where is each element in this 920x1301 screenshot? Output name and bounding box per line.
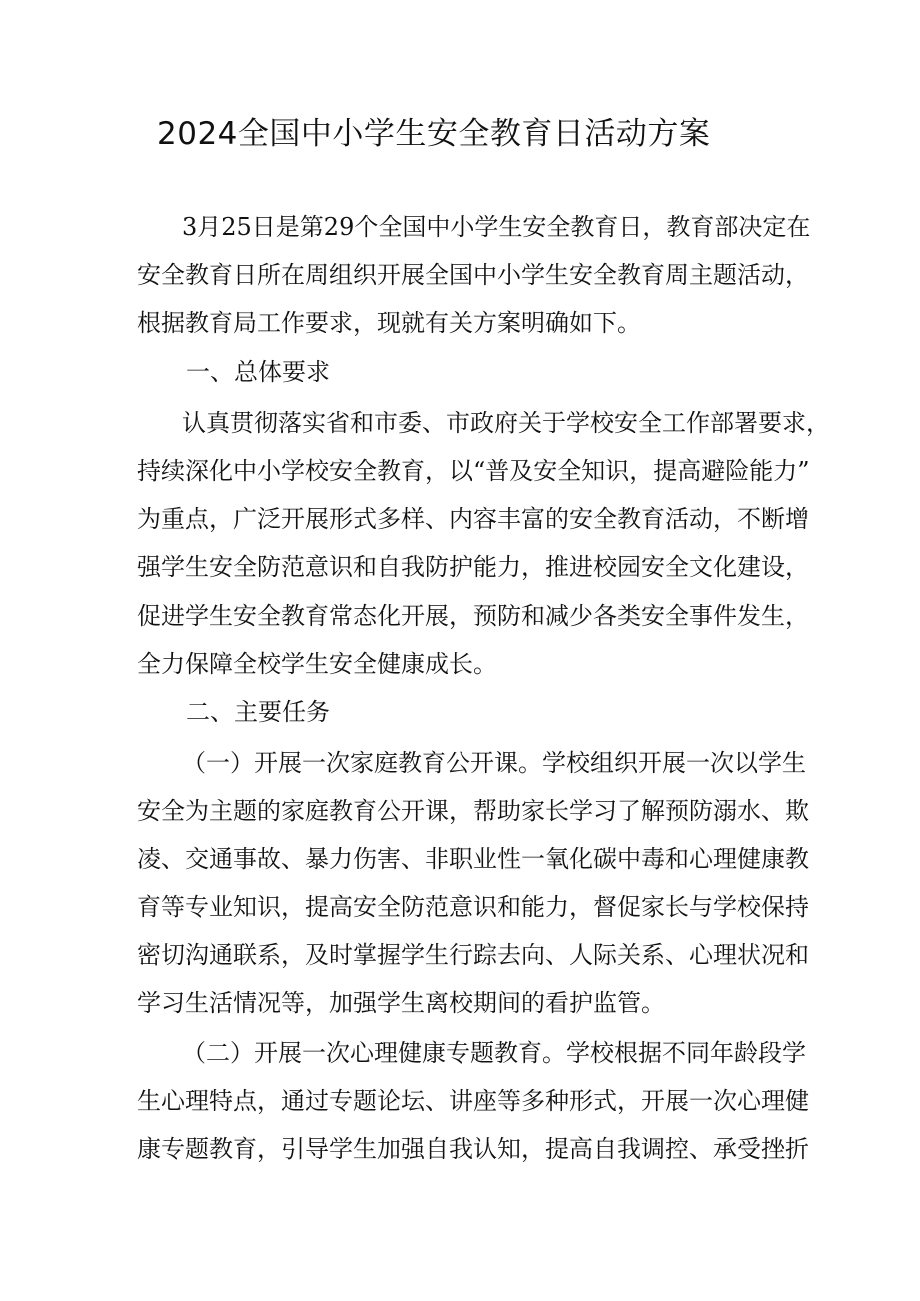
task2-line-1: （二）开展一次心理健康专题教育。学校根据不同年龄段学 [182, 1039, 806, 1067]
section1-line-3: 为重点，广泛开展形式多样、内容丰富的安全教育活动，不断增 [137, 505, 809, 533]
task1-line-2: 安全为主题的家庭教育公开课，帮助家长学习了解预防溺水、欺 [137, 797, 809, 825]
task1-line-3: 凌、交通事故、暴力伤害、非职业性一氧化碳中毒和心理健康教 [137, 845, 809, 873]
section1-line-2: 持续深化中小学校安全教育，以“普及安全知识，提高避险能力” [137, 457, 810, 485]
task2-line-2: 生心理特点，通过专题论坛、讲座等多种形式，开展一次心理健 [137, 1087, 809, 1115]
task1-line-5: 密切沟通联系，及时掌握学生行踪去向、人际关系、心理状况和 [137, 941, 809, 969]
section-heading-general-requirements: 一、总体要求 [186, 358, 330, 386]
intro-line-2: 安全教育日所在周组织开展全国中小学生安全教育周主题活动， [137, 261, 809, 289]
section1-line-4: 强学生安全防范意识和自我防护能力，推进校园安全文化建设， [137, 553, 809, 581]
section1-line-6: 全力保障全校学生安全健康成长。 [137, 650, 497, 678]
intro-line-1: 3月25日是第29个全国中小学生安全教育日，教育部决定在 [182, 213, 811, 241]
section1-line-5: 促进学生安全教育常态化开展，预防和减少各类安全事件发生， [137, 602, 809, 630]
intro-line-3: 根据教育局工作要求，现就有关方案明确如下。 [137, 309, 641, 337]
document-title: 2024全国中小学生安全教育日活动方案 [157, 116, 711, 152]
task1-line-4: 育等专业知识，提高安全防范意识和能力，督促家长与学校保持 [137, 893, 809, 921]
task2-line-3: 康专题教育，引导学生加强自我认知，提高自我调控、承受挫折 [137, 1135, 809, 1163]
task1-line-1: （一）开展一次家庭教育公开课。学校组织开展一次以学生 [182, 749, 806, 777]
section1-line-1: 认真贯彻落实省和市委、市政府关于学校安全工作部署要求， [182, 409, 830, 437]
task1-line-6: 学习生活情况等，加强学生离校期间的看护监管。 [137, 989, 665, 1017]
section-heading-main-tasks: 二、主要任务 [186, 698, 330, 726]
